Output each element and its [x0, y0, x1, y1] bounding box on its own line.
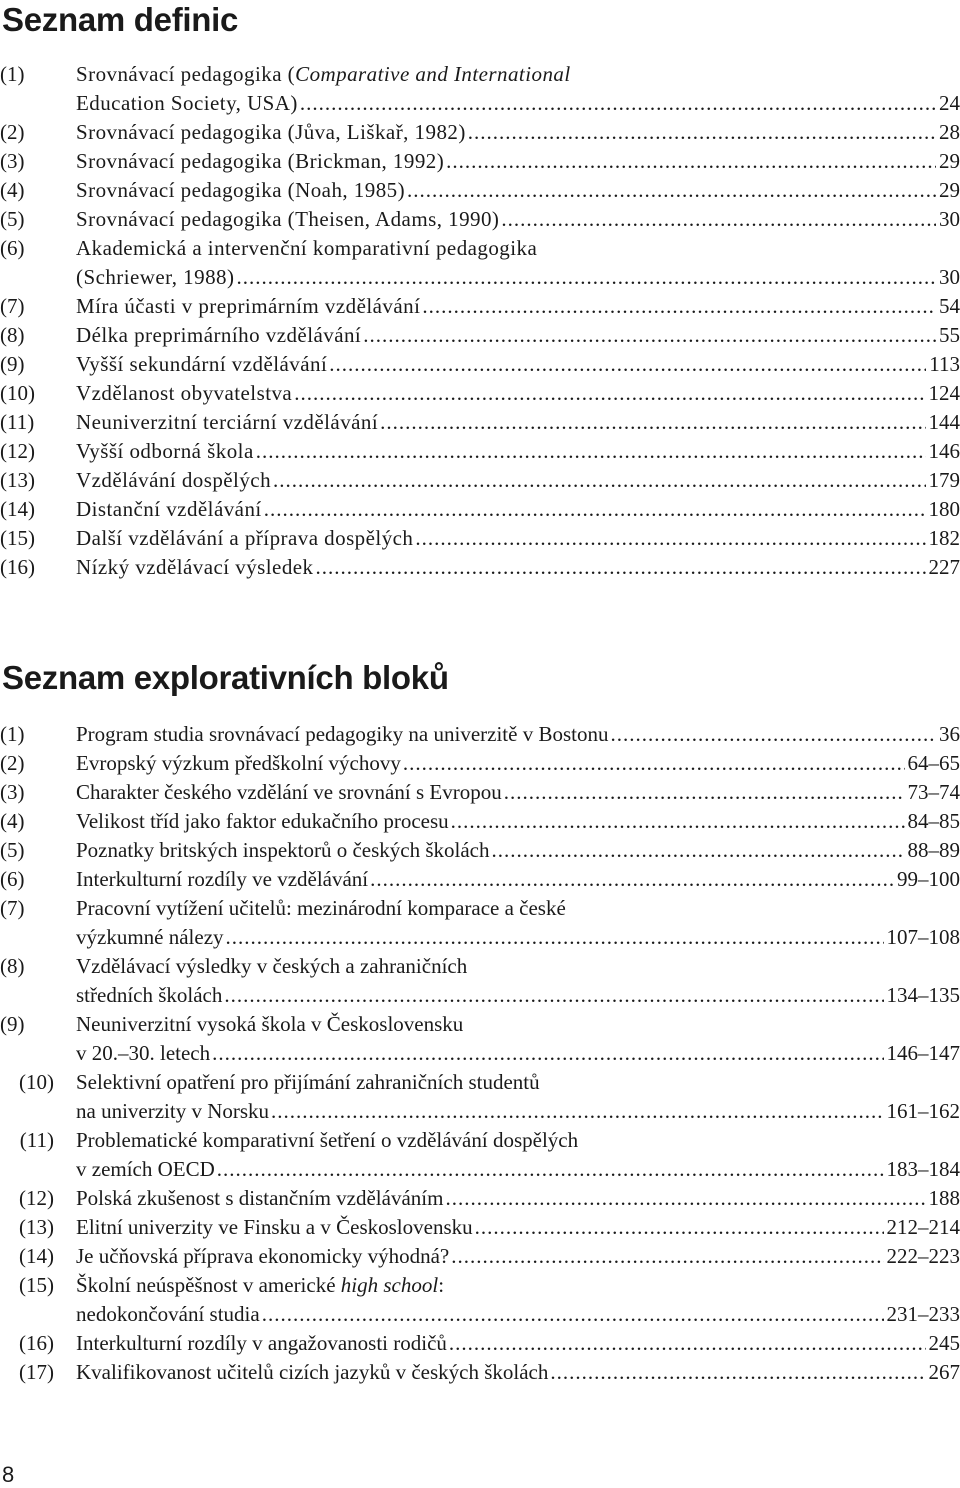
dot-leader — [451, 1242, 883, 1271]
entry-text — [76, 292, 960, 321]
entry-text — [76, 350, 960, 379]
dot-leader — [415, 524, 925, 553]
dot-leader — [445, 1184, 925, 1213]
entry-line — [76, 1300, 960, 1329]
entry-text — [76, 894, 960, 952]
entry-line — [76, 1155, 960, 1184]
entry-line-text: Délka preprimárního vzdělávání — [76, 323, 362, 347]
definition-item — [0, 118, 960, 147]
page-reference: 188 — [928, 1186, 960, 1210]
dot-leader — [212, 1039, 883, 1068]
entry-line-text: Evropský výzkum předškolní výchovy — [76, 751, 401, 775]
entry-text — [76, 1329, 960, 1358]
entry-line-text: Vyšší odborná škola — [76, 439, 254, 463]
page-reference: 30 — [939, 207, 960, 231]
page-reference: 107–108 — [886, 925, 960, 949]
entry-line-text: Nízký vzdělávací výsledek — [76, 555, 314, 579]
entry-line — [76, 263, 960, 292]
definition-item — [0, 379, 960, 408]
entry-number: (9) — [0, 1012, 25, 1036]
page-reference: 222–223 — [886, 1244, 960, 1268]
entry-line — [76, 234, 960, 263]
definition-item — [0, 495, 960, 524]
definition-item — [0, 466, 960, 495]
definition-item — [0, 205, 960, 234]
page-reference: 179 — [928, 468, 960, 492]
entry-number: (8) — [0, 954, 25, 978]
entry-line-text: Poznatky britských inspektorů o českých školách — [76, 838, 490, 862]
entry-text — [76, 466, 960, 495]
block-item — [0, 836, 960, 865]
entry-number: (12) — [0, 439, 35, 463]
page-reference: 124 — [928, 381, 960, 405]
entry-line-text: v 20.–30. letech — [76, 1041, 211, 1065]
entry-number: (3) — [0, 780, 25, 804]
page-reference: 84–85 — [907, 809, 960, 833]
entry-text — [76, 147, 960, 176]
entry-number: (5) — [0, 207, 25, 231]
entry-line — [76, 205, 960, 234]
entry-line — [76, 749, 960, 778]
entry-text — [76, 60, 960, 118]
entry-line-text: (Schriewer, 1988) — [76, 265, 235, 289]
dot-leader — [403, 749, 905, 778]
entry-line-text: Education Society, USA) — [76, 91, 298, 115]
page-reference: 212–214 — [886, 1215, 960, 1239]
definition-item — [0, 553, 960, 582]
dot-leader — [329, 350, 926, 379]
definition-item — [0, 234, 960, 292]
entry-number: (4) — [0, 178, 25, 202]
dot-leader — [294, 379, 925, 408]
entry-line — [76, 292, 960, 321]
dot-leader — [422, 292, 936, 321]
entry-number: (5) — [0, 838, 25, 862]
entry-number: (15) — [19, 1273, 54, 1297]
entry-line-text: Srovnávací pedagogika ( — [76, 62, 296, 86]
page-reference: 134–135 — [886, 983, 960, 1007]
entry-line-text: Srovnávací pedagogika (Noah, 1985) — [76, 178, 406, 202]
entry-line — [76, 176, 960, 205]
entry-line-text: Program studia srovnávací pedagogiky na univerzitě v Bostonu — [76, 722, 609, 746]
dot-leader — [449, 1329, 926, 1358]
entry-number: (14) — [19, 1244, 54, 1268]
entry-line — [76, 408, 960, 437]
page-reference: 88–89 — [907, 838, 960, 862]
entry-text — [76, 408, 960, 437]
entry-number: (6) — [0, 867, 25, 891]
entry-line — [76, 952, 960, 981]
entry-number: (13) — [19, 1215, 54, 1239]
page-reference: 55 — [939, 323, 960, 347]
dot-leader — [264, 495, 926, 524]
entry-line-text: nedokončování studia — [76, 1302, 260, 1326]
dot-leader — [256, 437, 926, 466]
entry-line — [76, 437, 960, 466]
dot-leader — [370, 865, 894, 894]
page-reference: 146–147 — [886, 1041, 960, 1065]
entry-line-text: Školní neúspěšnost v americké — [76, 1273, 341, 1297]
page-number: 8 — [2, 1462, 15, 1487]
entry-text — [76, 1010, 960, 1068]
dot-leader — [610, 720, 936, 749]
page-reference: 180 — [928, 497, 960, 521]
page-reference: 245 — [928, 1331, 960, 1355]
entry-line-text: Srovnávací pedagogika (Brickman, 1992) — [76, 149, 445, 173]
block-item — [0, 865, 960, 894]
entry-line — [76, 60, 960, 89]
entry-text — [76, 778, 960, 807]
page-reference: 73–74 — [907, 780, 960, 804]
dot-leader — [226, 923, 884, 952]
page-reference: 54 — [939, 294, 960, 318]
page-reference: 30 — [939, 265, 960, 289]
dot-leader — [451, 807, 905, 836]
dot-leader — [492, 836, 905, 865]
entry-line — [76, 1126, 960, 1155]
entry-number: (9) — [0, 352, 25, 376]
entry-line-text: Neuniverzitní terciární vzdělávání — [76, 410, 379, 434]
entry-number: (12) — [19, 1186, 54, 1210]
entry-number: (16) — [19, 1331, 54, 1355]
entry-line-text: Vzdělanost obyvatelstva — [76, 381, 293, 405]
entry-number: (2) — [0, 120, 25, 144]
entry-line-text: na univerzity v Norsku — [76, 1099, 270, 1123]
entry-text — [76, 234, 960, 292]
entry-text — [76, 1068, 960, 1126]
block-item — [0, 1358, 960, 1387]
block-item — [0, 1184, 960, 1213]
page-reference: 24 — [939, 91, 960, 115]
entry-text — [76, 720, 960, 749]
block-item — [0, 778, 960, 807]
entry-line-text: Vyšší sekundární vzdělávání — [76, 352, 328, 376]
entry-line — [76, 865, 960, 894]
dot-leader — [550, 1358, 925, 1387]
page-reference: 146 — [928, 439, 960, 463]
block-item — [0, 1329, 960, 1358]
dot-leader — [224, 981, 883, 1010]
block-item — [0, 894, 960, 952]
entry-line — [76, 466, 960, 495]
blocks-title: Seznam explorativních bloků — [2, 659, 449, 696]
dot-leader — [363, 321, 936, 350]
block-item — [0, 1126, 960, 1184]
dot-leader — [468, 118, 936, 147]
entry-line-text: Interkulturní rozdíly ve vzdělávání — [76, 867, 369, 891]
dot-leader — [236, 263, 936, 292]
entry-line-text: středních školách — [76, 983, 223, 1007]
entry-line-text: Míra účasti v preprimárním vzdělávání — [76, 294, 421, 318]
definition-item — [0, 350, 960, 379]
entry-number: (11) — [0, 410, 35, 434]
blocks-list — [0, 720, 960, 1387]
entry-text — [76, 118, 960, 147]
entry-text — [76, 807, 960, 836]
entry-line — [76, 147, 960, 176]
entry-line-text: Polská zkušenost s distančním vzděláváním — [76, 1186, 444, 1210]
definition-item — [0, 524, 960, 553]
page-reference: 99–100 — [897, 867, 960, 891]
entry-line — [76, 118, 960, 147]
entry-number: (3) — [0, 149, 25, 173]
entry-line — [76, 524, 960, 553]
definitions-list — [0, 60, 960, 582]
entry-text — [76, 176, 960, 205]
entry-line-text: Elitní univerzity ve Finsku a v Československu — [76, 1215, 473, 1239]
block-item — [0, 1213, 960, 1242]
entry-line-text: Problematické komparativní šetření o vzdělávání dospělých — [76, 1128, 579, 1152]
dot-leader — [271, 1097, 883, 1126]
entry-line-text: : — [438, 1273, 445, 1297]
entry-number: (10) — [19, 1070, 54, 1094]
entry-text — [76, 437, 960, 466]
page-reference: 161–162 — [886, 1099, 960, 1123]
entry-text — [76, 495, 960, 524]
entry-line — [76, 720, 960, 749]
entry-line-text: Interkulturní rozdíly v angažovanosti rodičů — [76, 1331, 447, 1355]
page-reference: 231–233 — [886, 1302, 960, 1326]
entry-line — [76, 778, 960, 807]
entry-line — [76, 350, 960, 379]
entry-line-text: Charakter českého vzdělání ve srovnání s Evropou — [76, 780, 502, 804]
dot-leader — [316, 553, 926, 582]
entry-line-text: Srovnávací pedagogika (Jůva, Liškař, 1982) — [76, 120, 466, 144]
block-item — [0, 1271, 960, 1329]
entry-line — [76, 1213, 960, 1242]
entry-italic-text: Comparative and International — [295, 62, 571, 86]
entry-line — [76, 321, 960, 350]
entry-line — [76, 923, 960, 952]
definition-item — [0, 292, 960, 321]
entry-number: (4) — [0, 809, 25, 833]
entry-line — [76, 379, 960, 408]
page-reference: 29 — [939, 149, 960, 173]
entry-text — [76, 524, 960, 553]
page-reference: 182 — [928, 526, 960, 550]
entry-line-text: Kvalifikovanost učitelů cizích jazyků v českých školách — [76, 1360, 549, 1384]
dot-leader — [262, 1300, 884, 1329]
entry-text — [76, 952, 960, 1010]
entry-line — [76, 1329, 960, 1358]
entry-number: (6) — [0, 236, 25, 260]
entry-text — [76, 1358, 960, 1387]
entry-line-text: Akademická a intervenční komparativní pedagogika — [76, 236, 538, 260]
page-reference: 113 — [929, 352, 960, 376]
definition-item — [0, 408, 960, 437]
entry-line — [76, 1097, 960, 1126]
definition-item — [0, 60, 960, 118]
entry-line-text: v zemích OECD — [76, 1157, 215, 1181]
dot-leader — [501, 205, 936, 234]
entry-italic-text: high school — [340, 1273, 439, 1297]
entry-line — [76, 1271, 960, 1300]
dot-leader — [300, 89, 936, 118]
entry-text — [76, 1184, 960, 1213]
entry-number: (11) — [19, 1128, 54, 1152]
entry-text — [76, 321, 960, 350]
page-reference: 36 — [939, 722, 960, 746]
entry-line-text: Srovnávací pedagogika (Theisen, Adams, 1990) — [76, 207, 500, 231]
entry-line-text: Pracovní vytížení učitelů: mezinárodní komparace a české — [76, 896, 566, 920]
dot-leader — [475, 1213, 884, 1242]
entry-line — [76, 981, 960, 1010]
entry-number: (8) — [0, 323, 25, 347]
entry-number: (7) — [0, 294, 25, 318]
entry-line-text: Je učňovská příprava ekonomicky výhodná? — [76, 1244, 450, 1268]
block-item — [0, 1068, 960, 1126]
entry-text — [76, 379, 960, 408]
dot-leader — [380, 408, 925, 437]
entry-number: (1) — [0, 62, 25, 86]
entry-number: (2) — [0, 751, 25, 775]
entry-line — [76, 807, 960, 836]
entry-number: (13) — [0, 468, 35, 492]
entry-line — [76, 894, 960, 923]
entry-line — [76, 836, 960, 865]
entry-line — [76, 1358, 960, 1387]
block-item — [0, 749, 960, 778]
entry-line-text: Neuniverzitní vysoká škola v Československu — [76, 1012, 464, 1036]
entry-line — [76, 1068, 960, 1097]
entry-number: (17) — [19, 1360, 54, 1384]
entry-text — [76, 1271, 960, 1329]
entry-text — [76, 749, 960, 778]
entry-text — [76, 836, 960, 865]
entry-line — [76, 495, 960, 524]
page-reference: 227 — [928, 555, 960, 579]
entry-line-text: Distanční vzdělávání — [76, 497, 262, 521]
entry-number: (1) — [0, 722, 25, 746]
dot-leader — [217, 1155, 884, 1184]
entry-text — [76, 1242, 960, 1271]
page-reference: 267 — [928, 1360, 960, 1384]
entry-number: (16) — [0, 555, 35, 579]
dot-leader — [273, 466, 925, 495]
block-item — [0, 1010, 960, 1068]
block-item — [0, 807, 960, 836]
entry-line — [76, 1010, 960, 1039]
entry-text — [76, 1213, 960, 1242]
page-reference: 29 — [939, 178, 960, 202]
dot-leader — [504, 778, 905, 807]
page-reference: 28 — [939, 120, 960, 144]
entry-number: (14) — [0, 497, 35, 521]
dot-leader — [407, 176, 936, 205]
entry-line — [76, 1184, 960, 1213]
entry-line-text: Selektivní opatření pro přijímání zahraničních studentů — [76, 1070, 540, 1094]
block-item — [0, 720, 960, 749]
definitions-title: Seznam definic — [2, 1, 239, 38]
entry-line-text: Vzdělávání dospělých — [76, 468, 272, 492]
entry-line-text: Další vzdělávání a příprava dospělých — [76, 526, 414, 550]
entry-line-text: výzkumné nálezy — [76, 925, 224, 949]
definition-item — [0, 437, 960, 466]
definition-item — [0, 176, 960, 205]
definition-item — [0, 147, 960, 176]
page-reference: 183–184 — [886, 1157, 960, 1181]
block-item — [0, 952, 960, 1010]
page-reference: 144 — [928, 410, 960, 434]
entry-line-text: Vzdělávací výsledky v českých a zahraničních — [76, 954, 468, 978]
entry-number: (15) — [0, 526, 35, 550]
page-reference: 64–65 — [907, 751, 960, 775]
entry-text — [76, 1126, 960, 1184]
definition-item — [0, 321, 960, 350]
entry-number: (10) — [0, 381, 35, 405]
block-item — [0, 1242, 960, 1271]
entry-line — [76, 1242, 960, 1271]
entry-line — [76, 89, 960, 118]
entry-number: (7) — [0, 896, 25, 920]
entry-line — [76, 553, 960, 582]
entry-text — [76, 553, 960, 582]
entry-text — [76, 205, 960, 234]
dot-leader — [446, 147, 936, 176]
entry-line — [76, 1039, 960, 1068]
entry-line-text: Velikost tříd jako faktor edukačního procesu — [76, 809, 449, 833]
entry-text — [76, 865, 960, 894]
